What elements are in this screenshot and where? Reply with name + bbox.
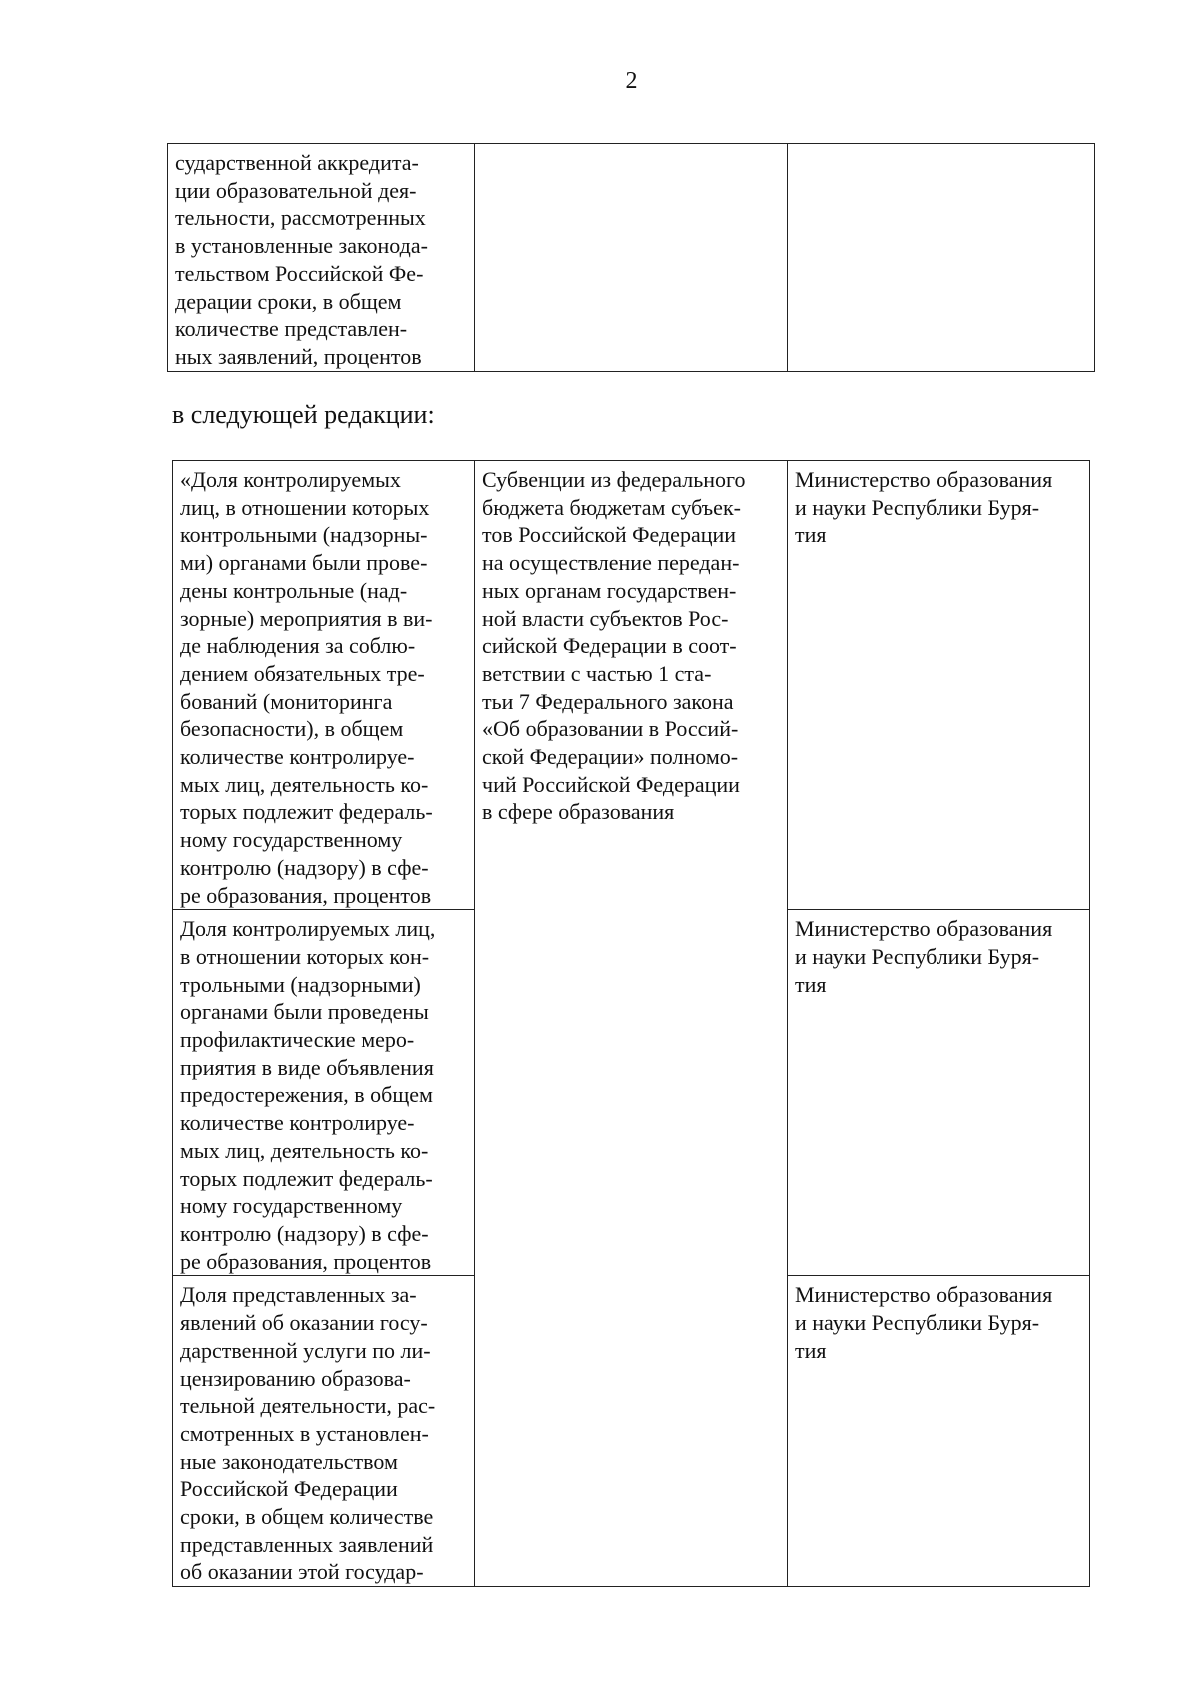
table-cell-agency (788, 144, 1095, 372)
table-cell-funding (475, 144, 788, 372)
table-cell-indicator: «Доля контролируемых лиц, в отношении которых контрольными (надзорны- ми) органами были прове- дены контрольные (над- зорные) мероприятия в ви- де наблюдения за соблю- дением обязательных тре- бований (мониторинга безопасности), в общем количестве контролируе- мых лиц, деятельность ко- торых подлежит федераль- ному государственному контролю (надзору) в сфе- ре образования, процентов (173, 461, 475, 910)
table-cell-indicator: Доля контролируемых лиц, в отношении которых кон- трольными (надзорными) органами были проведены профилактические меро- приятия в виде объявления предостережения, в общем количестве контролируе- мых лиц, деятельность ко- торых подлежит федераль- ному государственному контролю (надзору) в сфе- ре образования, процентов (173, 910, 475, 1276)
table-new-edition (172, 460, 1090, 1587)
table-row (168, 144, 1095, 372)
table-previous-edition (167, 143, 1095, 372)
table-cell-indicator: сударственной аккредита- ции образовательной дея- тельности, рассмотренных в установленные законода- тельством Российской Фе- дерации сроки, в общем количестве представлен- ных заявлений, процентов (168, 144, 475, 372)
table-cell-agency: Министерство образования и науки Республики Буря- тия (788, 1276, 1090, 1587)
table-cell-indicator: Доля представленных за- явлений об оказании госу- дарственной услуги по ли- цензированию образова- тельной деятельности, рас- смотренных в установлен- ные законодательством Российской Федерации сроки, в общем количестве представленных заявлений об оказании этой государ- (173, 1276, 475, 1587)
table-row (173, 461, 1090, 910)
page-number: 2 (625, 68, 638, 94)
table-cell-funding: Субвенции из федерального бюджета бюджетам субъек- тов Российской Федерации на осуществление передан- ных органам государствен- ной власти субъектов Рос- сийской Федерации в соот- ветствии с частью 1 ста- тьи 7 Федерального закона «Об образовании в Россий- ской Федерации» полномо- чий Российской Федерации в сфере образования (475, 461, 788, 1587)
edition-caption: в следующей редакции: (172, 400, 435, 429)
table-cell-agency: Министерство образования и науки Республики Буря- тия (788, 461, 1090, 910)
table-cell-agency: Министерство образования и науки Республики Буря- тия (788, 910, 1090, 1276)
